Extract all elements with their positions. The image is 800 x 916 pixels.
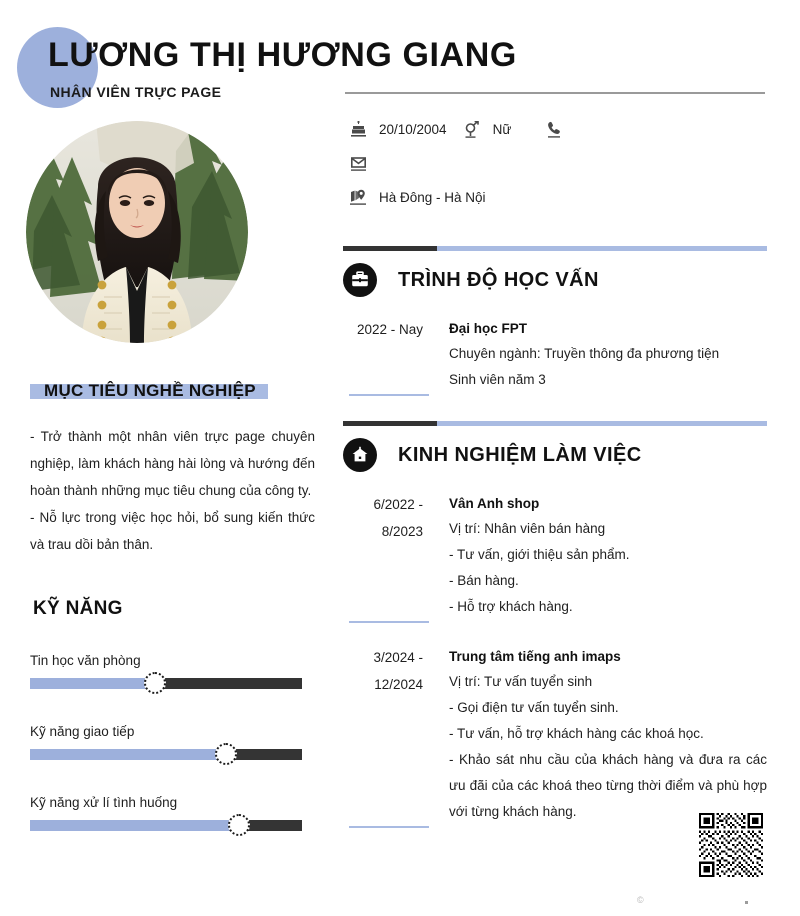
skill-slider-handle[interactable] xyxy=(215,743,237,765)
skill-fill xyxy=(30,749,226,760)
skill-label: Kỹ năng xử lí tình huống xyxy=(30,795,178,810)
skill-fill xyxy=(30,820,239,831)
experience-company: Trung tâm tiếng anh imaps xyxy=(449,649,621,664)
skill-item xyxy=(30,723,315,767)
skill-item xyxy=(30,794,315,838)
skill-slider-handle[interactable] xyxy=(144,672,166,694)
experience-entry xyxy=(343,491,767,620)
section-rule xyxy=(343,246,767,251)
contact-info xyxy=(345,112,769,214)
skill-label: Kỹ năng giao tiếp xyxy=(30,724,135,739)
skill-item xyxy=(30,652,315,696)
experience-entry-date xyxy=(343,644,439,825)
page-title: LƯƠNG THỊ HƯƠNG GIANG xyxy=(48,36,517,74)
date-underline xyxy=(349,826,429,828)
skill-label: Tin học văn phòng xyxy=(30,653,141,668)
education-entry-date xyxy=(343,316,439,393)
location-value: Hà Đông - Hà Nội xyxy=(379,189,486,205)
experience-date-start: 3/2024 - xyxy=(373,650,423,665)
education-detail: Sinh viên năm 3 xyxy=(449,372,546,387)
contact-row-email xyxy=(345,146,769,180)
experience-detail: Vị trí: Nhân viên bán hàng xyxy=(449,521,606,536)
skill-fill xyxy=(30,678,155,689)
experience-detail: Vị trí: Tư vấn tuyển sinh xyxy=(449,674,593,689)
education-entry xyxy=(343,316,767,393)
experience-date-end: 8/2023 xyxy=(381,524,423,539)
avatar xyxy=(26,121,248,343)
experience-entry-date xyxy=(343,491,439,620)
job-role-subtitle: NHÂN VIÊN TRỰC PAGE xyxy=(50,84,222,100)
experience-detail: - Hỗ trợ khách hàng. xyxy=(449,599,573,614)
experience-entry-body xyxy=(439,491,767,620)
skills-list xyxy=(30,652,315,865)
experience-detail: - Tư vấn, hỗ trợ khách hàng các khoá học. xyxy=(449,726,704,741)
section-title: TRÌNH ĐỘ HỌC VẤN xyxy=(398,268,599,291)
education-entry-body xyxy=(439,316,767,393)
gender-value: Nữ xyxy=(492,121,512,137)
experience-detail: - Bán hàng. xyxy=(449,573,519,588)
education-school: Đại học FPT xyxy=(449,321,528,336)
footer-dot-mark xyxy=(745,901,748,904)
header-divider xyxy=(345,92,765,94)
education-date-value: 2022 - Nay xyxy=(356,322,423,337)
section-education xyxy=(343,246,767,393)
objective-heading xyxy=(30,381,268,403)
section-title: KINH NGHIỆM LÀM VIỆC xyxy=(398,443,642,466)
experience-date-start: 6/2022 - xyxy=(373,497,423,512)
contact-row-location xyxy=(345,180,769,214)
objective-body xyxy=(30,423,315,558)
skill-slider-handle[interactable] xyxy=(228,814,250,836)
section-header xyxy=(343,263,767,297)
objective-paragraph: - Nỗ lực trong việc học hỏi, bổ sung kiến thức và trau dồi bản thân. xyxy=(30,510,315,552)
cake-icon xyxy=(345,121,371,138)
contact-row-birthday-gender-phone xyxy=(345,112,769,146)
date-underline xyxy=(349,394,429,396)
section-rule xyxy=(343,421,767,426)
experience-entry-body xyxy=(439,644,767,825)
envelope-icon xyxy=(345,155,371,172)
skill-slider[interactable] xyxy=(30,820,302,831)
skill-slider[interactable] xyxy=(30,749,302,760)
building-icon xyxy=(343,438,377,472)
objective-paragraph: - Trở thành một nhân viên trực page chuyên nghiệp, làm khách hàng hài lòng và hướng đến hoàn thành những mục tiêu chung của công ty. xyxy=(30,429,315,498)
experience-detail: - Khảo sát nhu cầu của khách hàng và đưa ra các ưu đãi của các khoá theo từng thời điểm và phù hợp với từng khách hàng. xyxy=(449,752,767,819)
experience-detail: - Gọi điện tư vấn tuyển sinh. xyxy=(449,700,619,715)
phone-icon xyxy=(541,121,567,138)
experience-date-end: 12/2024 xyxy=(374,677,423,692)
objective-heading-label: MỤC TIÊU NGHỀ NGHIỆP xyxy=(44,381,256,400)
date-underline xyxy=(349,621,429,623)
section-header xyxy=(343,438,767,472)
skills-heading: KỸ NĂNG xyxy=(33,598,123,619)
copyright-mark: © xyxy=(637,895,644,905)
section-experience xyxy=(343,421,767,825)
experience-company: Vân Anh shop xyxy=(449,496,540,511)
qr-code-icon[interactable] xyxy=(692,813,770,877)
experience-entry xyxy=(343,644,767,825)
experience-detail: - Tư vấn, giới thiệu sản phẩm. xyxy=(449,547,630,562)
birthday-value: 20/10/2004 xyxy=(379,121,447,137)
briefcase-icon xyxy=(343,263,377,297)
skill-slider[interactable] xyxy=(30,678,302,689)
gender-icon xyxy=(459,121,485,138)
map-pin-icon xyxy=(345,189,371,206)
education-detail: Chuyên ngành: Truyền thông đa phương tiện xyxy=(449,346,720,361)
